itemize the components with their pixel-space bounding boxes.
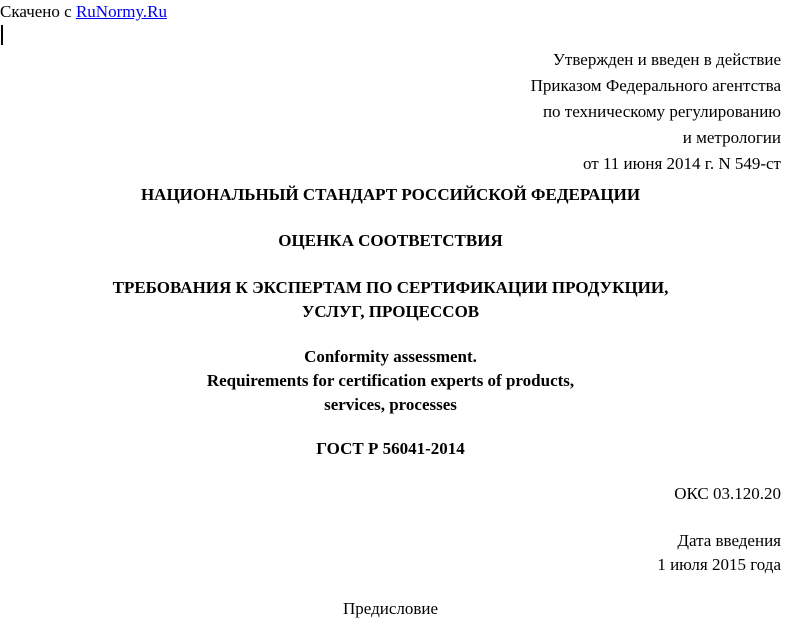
english-title-line: services, processes (324, 395, 457, 414)
requirements-heading (0, 276, 781, 324)
gost-number-text: ГОСТ Р 56041-2014 (316, 439, 465, 458)
approval-block (531, 47, 781, 177)
standard-type-heading (0, 183, 781, 207)
text-cursor (1, 25, 3, 45)
approval-line: Приказом Федерального агентства (530, 76, 781, 95)
source-prefix: Скачено с (0, 2, 76, 21)
introduction-date-value: 1 июля 2015 года (657, 555, 781, 574)
standard-type-text: НАЦИОНАЛЬНЫЙ СТАНДАРТ РОССИЙСКОЙ ФЕДЕРАЦИИ (140, 185, 641, 204)
approval-line: от 11 июня 2014 г. N 549-ст (582, 154, 781, 173)
english-title-line: Requirements for certification experts of products, (206, 371, 575, 390)
oks-code: ОКС 03.120.20 (674, 484, 781, 503)
source-line (0, 2, 167, 22)
gost-number-heading (0, 437, 781, 461)
approval-line: Утвержден и введен в действие (552, 50, 781, 69)
source-link[interactable]: RuNormy.Ru (75, 2, 167, 21)
introduction-date-block (657, 529, 781, 577)
requirements-line: УСЛУГ, ПРОЦЕССОВ (301, 302, 480, 321)
subject-text: ОЦЕНКА СООТВЕТСТВИЯ (278, 231, 503, 250)
english-title-line: Conformity assessment. (304, 347, 477, 366)
approval-line: и метрологии (682, 128, 781, 147)
english-title (0, 345, 781, 417)
preface-heading: Предисловие (342, 599, 439, 618)
approval-line: по техническому регулированию (542, 102, 781, 121)
introduction-date-label: Дата введения (677, 531, 781, 550)
subject-heading (0, 229, 781, 253)
requirements-line: ТРЕБОВАНИЯ К ЭКСПЕРТАМ ПО СЕРТИФИКАЦИИ ПРОДУКЦИИ, (112, 278, 669, 297)
